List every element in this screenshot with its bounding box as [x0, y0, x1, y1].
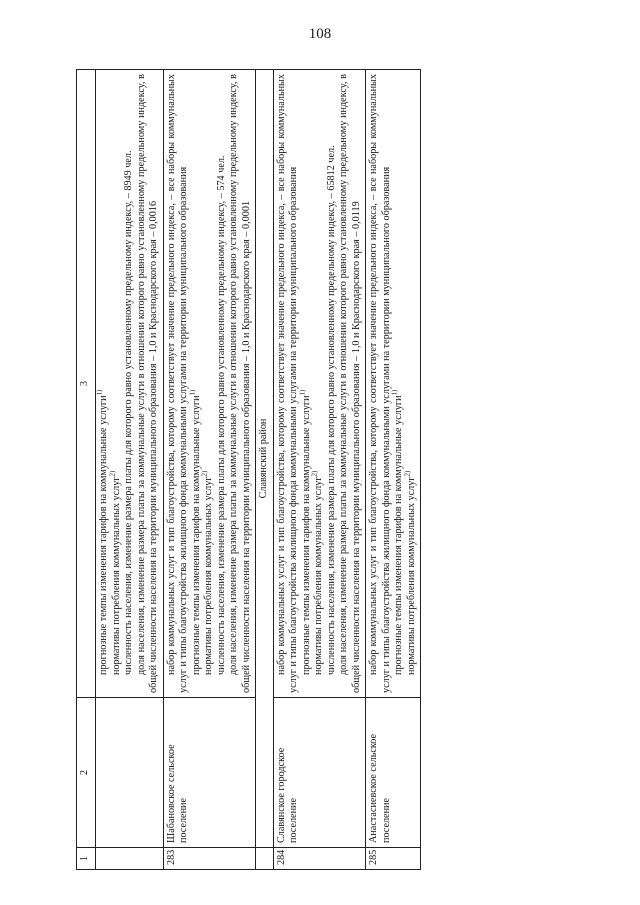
row-number: 284 [273, 848, 366, 870]
table-row-continuation [96, 70, 164, 870]
page-number: 108 [308, 26, 332, 42]
table-row [163, 70, 256, 870]
header-col-3: 3 [77, 70, 96, 698]
row-number: 283 [163, 848, 256, 870]
row-description: набор коммунальных услуг и тип благоустройства, которому соответствует значение предельного индекса, – все наборы коммунальных услуг и типы благоустройства жилищного фонда коммунальными услугами на территории муниципального образования прогнозные темпы изменения тарифов на коммунальные услуги$^{1)}$ нормативы потребления коммунальных услуг$^{2)}$ численность населения, изменение размера платы для которого равно установленному предельному индексу, – 574 чел. доля населения, изменение размера платы за коммунальные услуги в отношении которого равно установленному предельному индексу, в общей численности населения на территории муниципального образования – 1,0 и Краснодарского края – 0,0001 [163, 70, 256, 698]
rotated-table-container [76, 70, 546, 870]
tariff-table [76, 69, 421, 870]
district-row [256, 70, 274, 870]
settlement-name: Шабановское сельское поселение [163, 698, 256, 848]
district-name: Славянский район [256, 70, 274, 848]
table-row [273, 70, 366, 870]
table-row [366, 70, 421, 870]
row-description: набор коммунальных услуг и тип благоустройства, которому соответствует значение предельного индекса, – все наборы коммунальных услуг и типы благоустройства жилищного фонда коммунальными услугами на территории муниципального образования прогнозные темпы изменения тарифов на коммунальные услуги$^{1)}$ нормативы потребления коммунальных услуг$^{2)}$ численность населения, изменение размера платы для которого равно установленному предельному индексу, – 65812 чел. доля населения, изменение размера платы за коммунальные услуги в отношении которого равно установленному предельному индексу, в общей численности населения на территории муниципального образования – 1,0 и Краснодарского края – 0,0119 [273, 70, 366, 698]
row-description: набор коммунальных услуг и тип благоустройства, которому соответствует значение предельного индекса, – все наборы коммунальных услуг и типы благоустройства жилищного фонда коммунальными услугами на территории муниципального образования прогнозные темпы изменения тарифов на коммунальные услуги$^{1)}$ нормативы потребления коммунальных услуг$^{2)}$ [366, 70, 421, 698]
continuation-cell: прогнозные темпы изменения тарифов на коммунальные услуги$^{1)}$ нормативы потребления коммунальных услуг$^{2)}$ численность населения, изменение размера платы для которого равно установленному предельному индексу, – 8949 чел. доля населения, изменение размера платы за коммунальные услуги в отношении которого равно установленному предельному индексу, в общей численности населения на территории муниципального образования – 1,0 и Краснодарского края – 0,0016 [96, 70, 164, 698]
header-col-2: 2 [77, 698, 96, 848]
settlement-name: Анастасиевское сельское поселение [366, 698, 421, 848]
row-number: 285 [366, 848, 421, 870]
table-header-row [77, 70, 96, 870]
header-col-1: 1 [77, 848, 96, 870]
settlement-name: Славянское городское поселение [273, 698, 366, 848]
